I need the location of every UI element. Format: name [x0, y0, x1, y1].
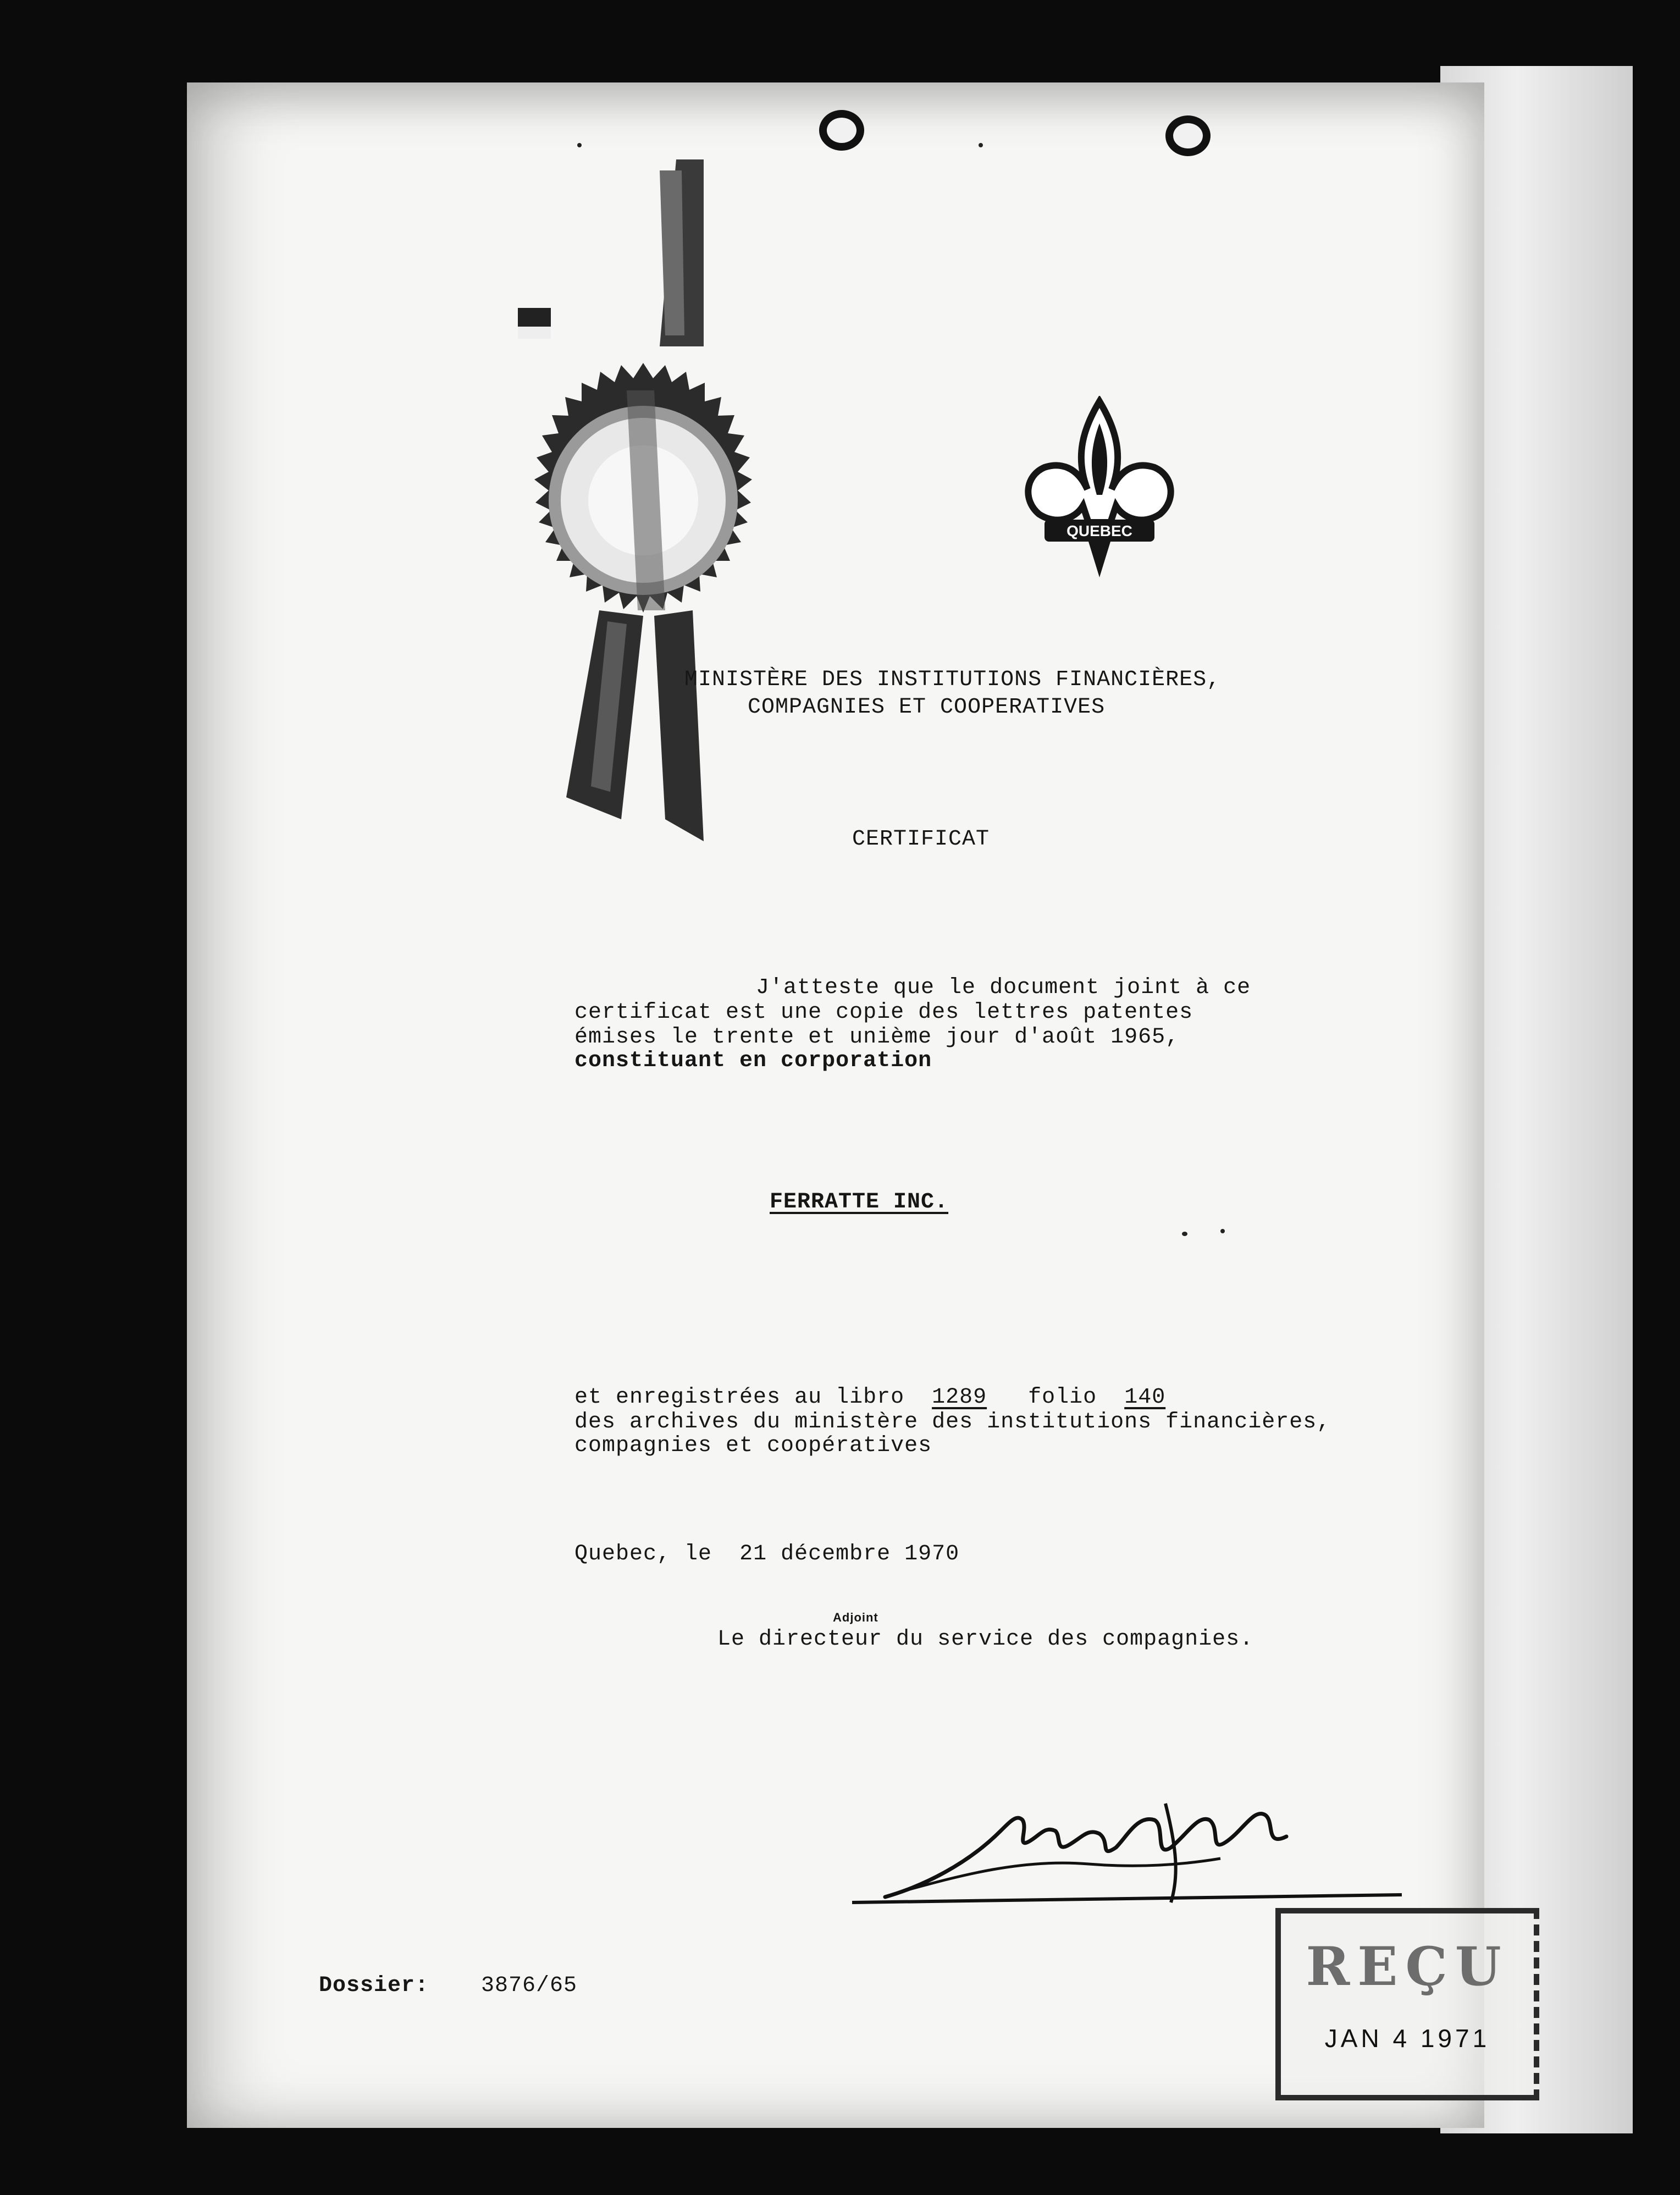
- body-line-4: constituant en corporation: [574, 1049, 932, 1073]
- dossier-number: 3876/65: [481, 1973, 578, 1998]
- stamp-date: JAN 4 1971: [1324, 2024, 1490, 2053]
- ink-speck: [1182, 1232, 1187, 1236]
- document-title: CERTIFICAT: [852, 827, 990, 852]
- official-seal-icon: [495, 159, 825, 874]
- company-name: FERRATTE INC.: [770, 1190, 949, 1215]
- ink-speck: [1220, 1229, 1225, 1233]
- signatory-title: Le directeur du service des compagnies.: [717, 1627, 1254, 1652]
- punch-hole-left: [819, 110, 864, 151]
- issue-date: 21 décembre 1970: [739, 1542, 960, 1567]
- libro-number: 1289: [932, 1385, 987, 1410]
- place-date: [574, 1542, 959, 1567]
- ministry-line-1: MINISTÈRE DES INSTITUTIONS FINANCIÈRES,: [684, 668, 1221, 692]
- registration-line-1: [574, 1386, 1165, 1410]
- adjoint-annotation: Adjoint: [833, 1611, 878, 1624]
- certificate-page: [187, 82, 1509, 2128]
- body-line-2: certificat est une copie des lettres patentes: [574, 1000, 1193, 1025]
- folio-number: 140: [1124, 1385, 1166, 1410]
- ministry-line-2: COMPAGNIES ET COOPERATIVES: [748, 695, 1106, 720]
- place: Quebec, le: [574, 1542, 712, 1567]
- registration-line-2: des archives du ministère des institutions financières,: [574, 1410, 1331, 1435]
- folio-label: folio: [1028, 1385, 1097, 1410]
- received-stamp: [1275, 1908, 1539, 2100]
- ink-speck: [979, 143, 983, 147]
- registration-line-3: compagnies et coopératives: [574, 1433, 932, 1458]
- stamp-word: REÇU: [1306, 1935, 1509, 1998]
- emblem-label: QUEBEC: [1066, 522, 1132, 539]
- body-line-3: émises le trente et unième jour d'août 1965,: [574, 1025, 1180, 1050]
- fleur-de-lis-icon: [1023, 396, 1176, 583]
- handwritten-signature: [880, 1782, 1297, 1913]
- registration-prefix: et enregistrées au libro: [574, 1385, 905, 1410]
- dossier-label: Dossier:: [319, 1973, 429, 1998]
- punch-hole-right: [1165, 115, 1211, 156]
- ink-speck: [577, 143, 582, 147]
- body-line-1: J'atteste que le document joint à ce: [756, 975, 1251, 1000]
